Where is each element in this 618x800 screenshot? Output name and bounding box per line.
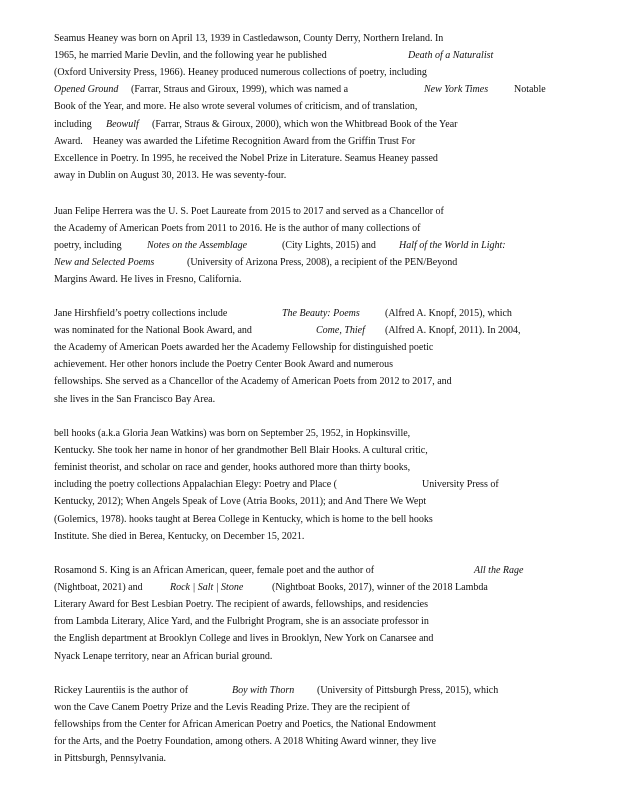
text-run: was nominated for the National Book Award, and: [54, 325, 252, 337]
text-run: (Golemics, 1978). hooks taught at Berea College in Kentucky, which is home to the bell hooks: [54, 513, 433, 525]
text-run: (Nightboat Books, 2017), winner of the 2018 Lambda: [272, 582, 488, 594]
text-line: [54, 733, 574, 750]
text-run: from Lambda Literary, Alice Yard, and the Fulbright Program, she is an associate professor in: [54, 616, 429, 628]
text-run: she lives in the San Francisco Bay Area.: [54, 393, 216, 405]
text-line: [54, 254, 574, 271]
text-run: the Academy of American Poets awarded her the Academy Fellowship for distinguished poetic: [54, 342, 434, 354]
text-line: [54, 81, 574, 98]
text-run: Margins Award. He lives in Fresno, California.: [54, 274, 242, 286]
text-line: [54, 167, 574, 184]
text-line: [54, 562, 574, 579]
text-run: Award. Heaney was awarded the Lifetime Recognition Award from the Griffin Trust For: [54, 135, 416, 147]
italic-title-text: Rock | Salt | Stone: [170, 582, 244, 594]
text-run: Literary Award for Best Lesbian Poetry. The recipient of awards, fellowships, and residencies: [54, 599, 428, 611]
text-run: Kentucky. She took her name in honor of her grandmother Bell Blair Hooks. A cultural critic,: [54, 445, 428, 457]
text-line: [54, 356, 574, 373]
text-line: [54, 305, 574, 322]
text-run: Rickey Laurentiis is the author of: [54, 685, 189, 696]
text-line: [54, 203, 574, 220]
text-line: [54, 442, 574, 459]
text-line: [54, 425, 574, 442]
text-line: [54, 579, 574, 596]
italic-title-text: New York Times: [424, 84, 489, 96]
text-line: [54, 133, 574, 150]
text-line: [54, 47, 574, 64]
italic-title-text: Notes on the Assemblage: [147, 240, 248, 252]
text-line: [54, 237, 574, 254]
text-run: poetry, including: [54, 240, 122, 252]
text-line: [54, 98, 574, 115]
text-run: for the Arts, and the Poetry Foundation, among others. A 2018 Whiting Award winner, they live: [54, 736, 437, 748]
text-run: Book of the Year, and more. He also wrote several volumes of criticism, and of translation,: [54, 101, 418, 113]
text-line: [54, 596, 574, 613]
text-run: (Farrar, Straus and Giroux, 1999), which was named a: [131, 84, 349, 96]
text-line: [54, 64, 574, 81]
text-line: [54, 322, 574, 339]
italic-title-text: The Beauty: Poems: [282, 308, 360, 319]
italic-title-text: New and Selected Poems: [54, 257, 155, 269]
text-run: Seamus Heaney was born on April 13, 1939 in Castledawson, County Derry, Northern Ireland. In: [54, 33, 444, 44]
text-run: Nyack Lenape territory, near an African burial ground.: [54, 650, 273, 662]
italic-title-text: Beowulf: [106, 118, 139, 130]
text-run: (Alfred A. Knopf, 2011). In 2004,: [385, 325, 521, 337]
text-line: [54, 648, 574, 665]
text-run: achievement. Her other honors include the Poetry Center Book Award and numerous: [54, 359, 393, 371]
text-run: Notable: [514, 84, 546, 96]
text-line: [54, 682, 574, 699]
text-run: Jane Hirshfield’s poetry collections include: [54, 308, 228, 319]
italic-title-text: Opened Ground: [54, 84, 119, 96]
text-line: [54, 459, 574, 476]
text-run: (Nightboat, 2021) and: [54, 582, 143, 594]
italic-title-text: Half of the World in Light:: [399, 240, 506, 252]
text-run: Juan Felipe Herrera was the U. S. Poet Laureate from 2015 to 2017 and served as a Chancellor of: [54, 206, 444, 217]
text-run: including the poetry collections Appalachian Elegy: Poetry and Place (: [54, 479, 337, 491]
text-run: won the Cave Canem Poetry Prize and the Levis Reading Prize. They are the recipient of: [54, 702, 410, 714]
text-line: [54, 493, 574, 510]
text-run: the Academy of American Poets from 2011 to 2016. He is the author of many collections of: [54, 223, 421, 235]
text-line: [54, 528, 574, 545]
text-line: [54, 613, 574, 630]
text-line: [54, 476, 574, 493]
text-run: fellowships. She served as a Chancellor of the Academy of American Poets from 2012 to 2017, and: [54, 376, 452, 388]
text-line: [54, 716, 574, 733]
italic-title-text: All the Rage: [474, 565, 524, 576]
text-line: [54, 116, 574, 133]
text-run: Institute. She died in Berea, Kentucky, on December 15, 2021.: [54, 530, 305, 542]
text-run: 1965, he married Marie Devlin, and the following year he published: [54, 50, 327, 62]
text-line: [54, 511, 574, 528]
text-line: [54, 699, 574, 716]
text-line: [54, 391, 574, 408]
text-run: (Alfred A. Knopf, 2015), which: [385, 308, 512, 319]
text-run: (City Lights, 2015) and: [282, 240, 376, 252]
text-run: fellowships from the Center for African American Poetry and Poetics, the National Endowment: [54, 719, 436, 731]
text-run: feminist theorist, and scholar on race and gender, hooks authored more than thirty books,: [54, 462, 411, 474]
text-run: University Press of: [422, 479, 499, 491]
text-line: [54, 271, 574, 288]
text-run: bell hooks (a.k.a Gloria Jean Watkins) was born on September 25, 1952, in Hopkinsville,: [54, 428, 411, 439]
text-run: (Oxford University Press, 1966). Heaney produced numerous collections of poetry, including: [54, 67, 427, 79]
italic-title-text: Boy with Thorn: [232, 685, 295, 696]
text-run: the English department at Brooklyn College and lives in Brooklyn, New York on Canarsee and: [54, 633, 434, 645]
text-run: (University of Pittsburgh Press, 2015), which: [317, 685, 499, 696]
italic-title-text: Come, Thief: [316, 325, 365, 337]
text-line: [54, 339, 574, 356]
text-run: Excellence in Poetry. In 1995, he received the Nobel Prize in Literature. Seamus Heaney passed: [54, 152, 438, 164]
text-line: [54, 220, 574, 237]
italic-title-text: Death of a Naturalist: [408, 50, 494, 62]
text-run: (University of Arizona Press, 2008), a recipient of the PEN/Beyond: [187, 257, 458, 269]
text-line: [54, 30, 574, 47]
text-run: Rosamond S. King is an African American, queer, female poet and the author of: [54, 565, 375, 576]
text-run: away in Dublin on August 30, 2013. He was seventy-four.: [54, 169, 287, 181]
text-run: (Farrar, Straus & Giroux, 2000), which won the Whitbread Book of the Year: [152, 118, 458, 130]
text-line: [54, 750, 574, 767]
text-run: Kentucky, 2012); When Angels Speak of Love (Atria Books, 2011); and And There We Wept: [54, 496, 427, 508]
text-line: [54, 150, 574, 167]
text-line: [54, 630, 574, 647]
text-line: [54, 373, 574, 390]
text-run: including: [54, 118, 92, 130]
text-run: in Pittsburgh, Pennsylvania.: [54, 753, 167, 765]
